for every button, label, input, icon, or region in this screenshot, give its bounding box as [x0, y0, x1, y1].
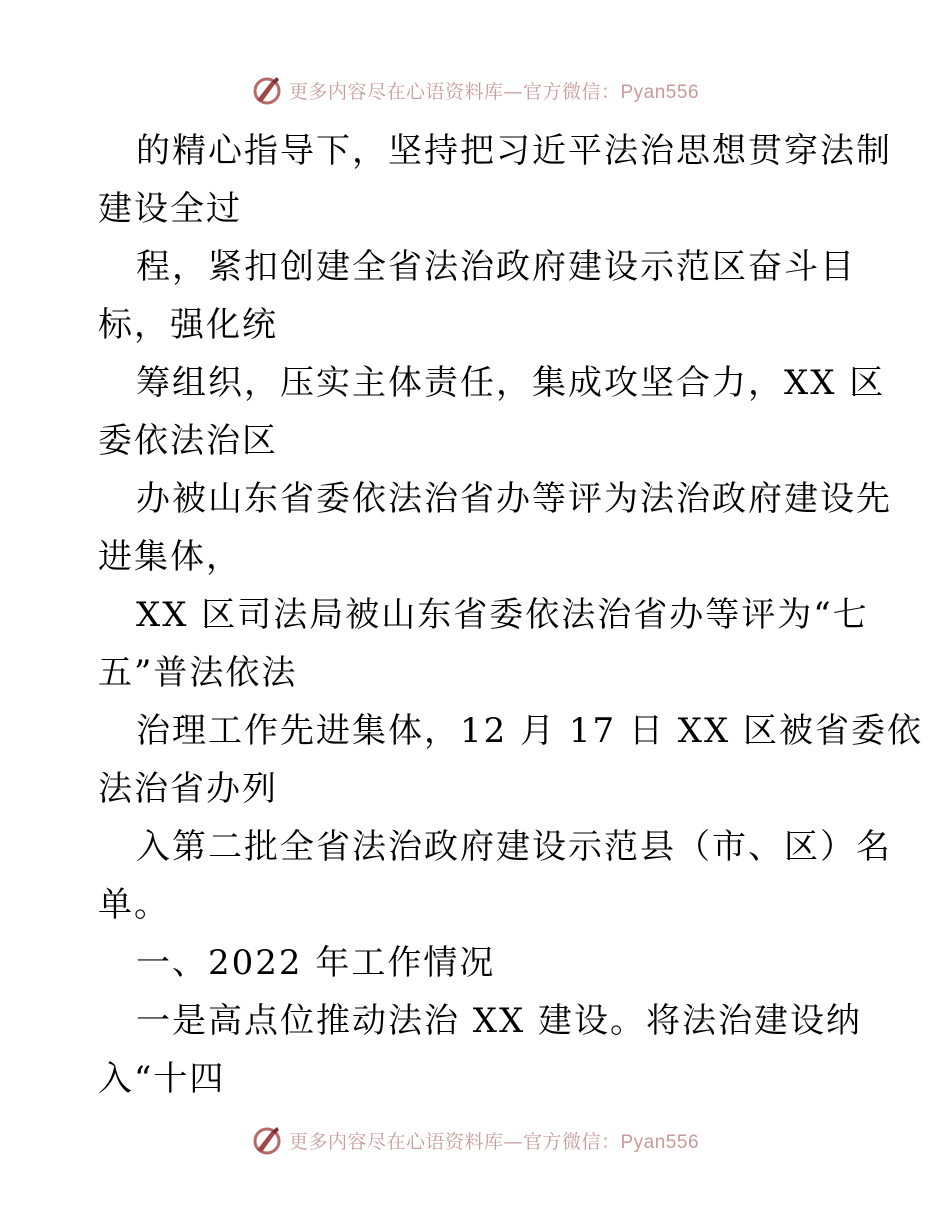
body-line: 五”普法依法 — [98, 653, 298, 693]
pen-swirl-logo-icon — [251, 1124, 283, 1156]
body-line: XX 区司法局被山东省委依法治省办等评为“七 — [136, 595, 869, 635]
body-line: 入第二批全省法治政府建设示范县（市、区）名 — [136, 827, 892, 867]
watermark-text: 更多内容尽在心语资料库—官方微信：Pyan556 — [288, 80, 700, 103]
body-line: 入“十四 — [98, 1059, 226, 1099]
body-line: 委依法治区 — [98, 421, 278, 461]
body-line: 标，强化统 — [98, 305, 278, 345]
body-line: 治理工作先进集体，12 月 17 日 XX 区被省委依 — [136, 711, 923, 751]
document-body — [98, 122, 923, 1108]
body-line: 办被山东省委依法治省办等评为法治政府建设先 — [136, 479, 892, 519]
pen-swirl-logo-icon — [251, 74, 283, 106]
footer-watermark — [0, 1120, 950, 1160]
watermark-text: 更多内容尽在心语资料库—官方微信：Pyan556 — [288, 1130, 700, 1153]
body-line: 法治省办列 — [98, 769, 278, 809]
body-line: 单。 — [98, 885, 170, 925]
body-line: 程，紧扣创建全省法治政府建设示范区奋斗目 — [136, 247, 856, 287]
body-line: 一是高点位推动法治 XX 建设。将法治建设纳 — [136, 1001, 863, 1041]
header-watermark — [0, 70, 950, 110]
body-line: 的精心指导下，坚持把习近平法治思想贯穿法制 — [136, 131, 892, 171]
body-line: 建设全过 — [98, 189, 242, 229]
section-heading: 一、2022 年工作情况 — [136, 943, 496, 983]
body-line: 进集体， — [98, 537, 242, 577]
body-line: 筹组织，压实主体责任，集成攻坚合力，XX 区 — [136, 363, 886, 403]
